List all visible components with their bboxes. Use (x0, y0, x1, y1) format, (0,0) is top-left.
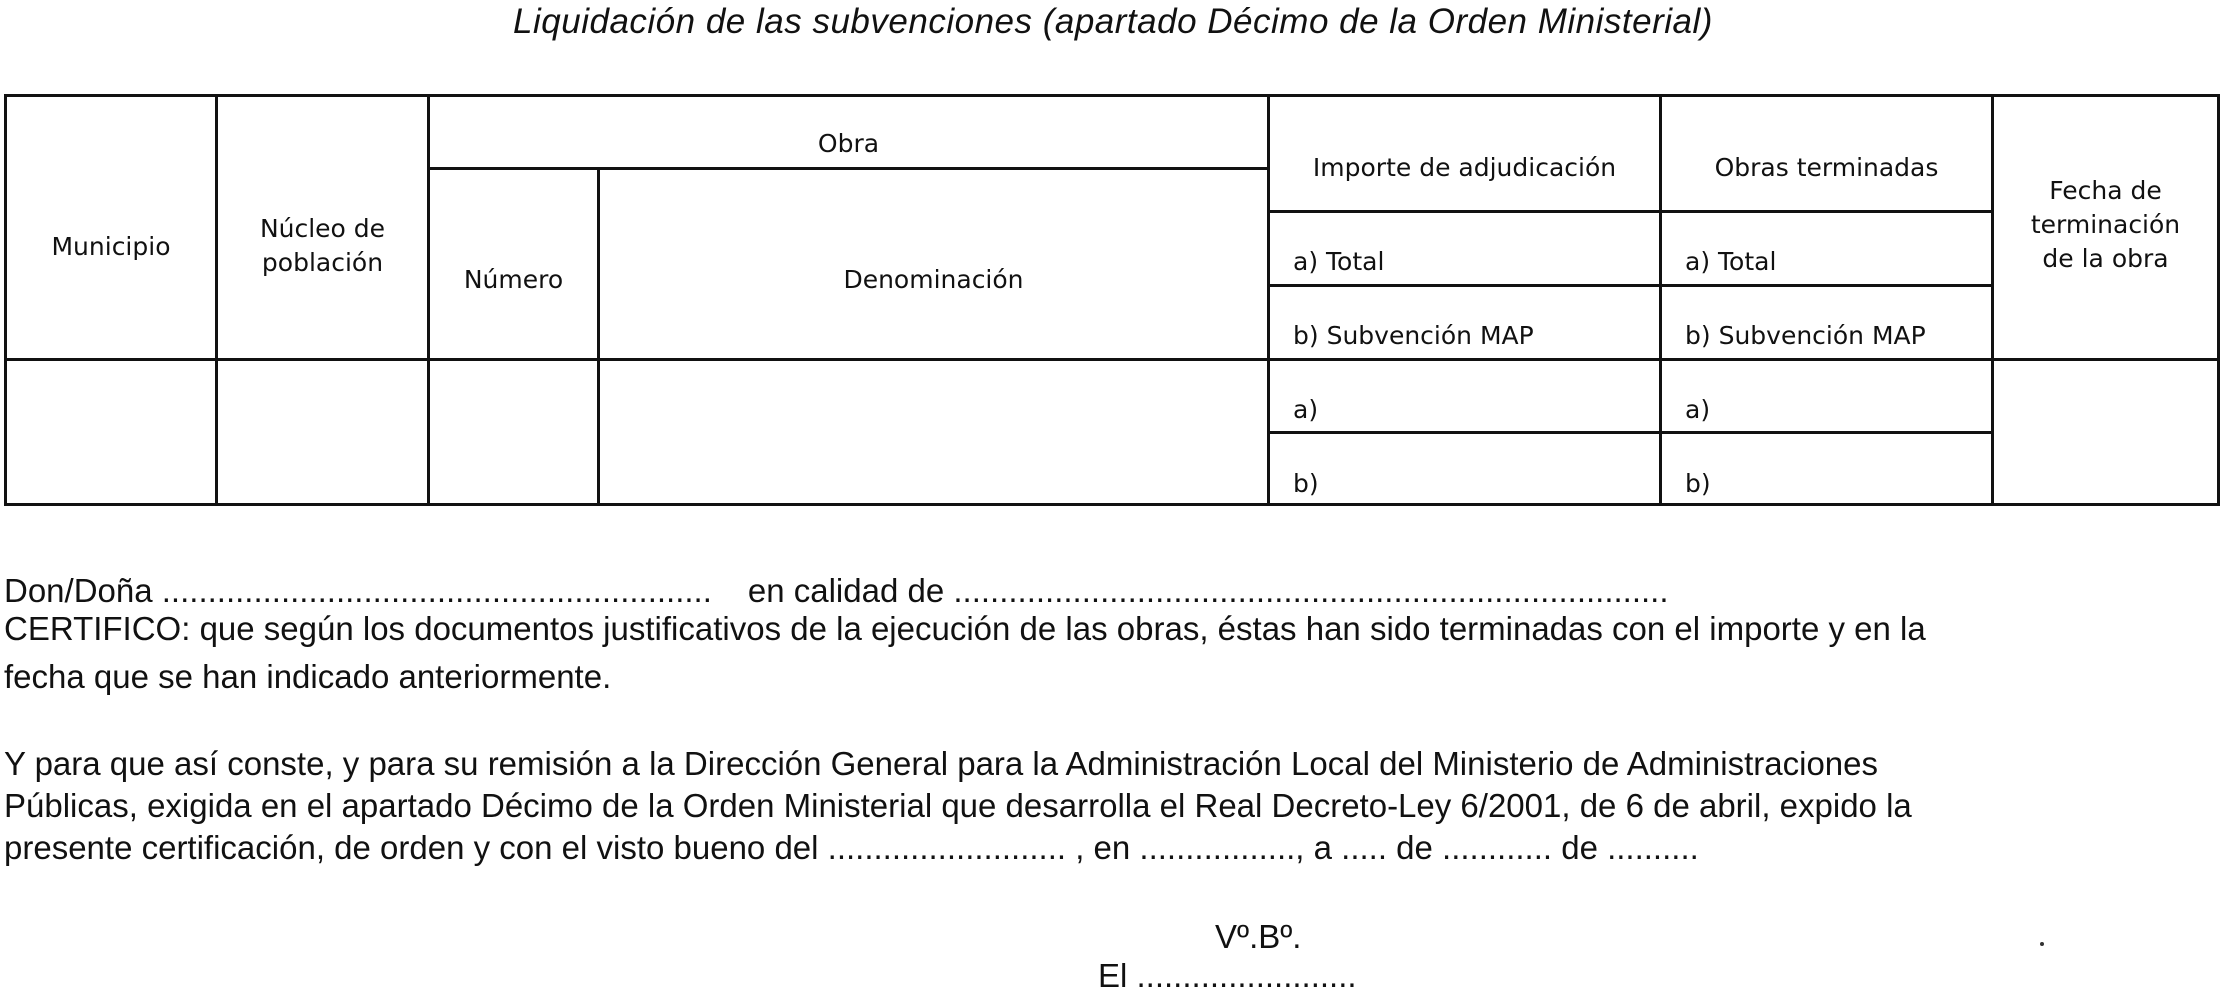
don-dona-field: Don/Doña ............................................................ (4, 572, 712, 609)
header-obras-subvencion: b) Subvención MAP (1685, 321, 1926, 350)
header-importe-total: a) Total (1293, 247, 1385, 276)
para-line-1: Y para que así conste, y para su remisión a la Dirección General para la Administración Local del Ministerio de Administraciones (4, 745, 1879, 782)
header-obra: Obra (817, 129, 880, 158)
stray-dot (2040, 942, 2044, 946)
row-ab-divider (1267, 431, 1994, 434)
header-importe: Importe de adjudicación (1312, 153, 1617, 182)
col-divider-3 (597, 169, 600, 503)
col-divider-1 (215, 97, 218, 503)
header-denominacion: Denominación (843, 265, 1024, 294)
para-line-3: presente certificación, de orden y con el visto bueno del .......................... , en ................., a ..... de ............ de .......... (4, 829, 1699, 866)
header-municipio: Municipio (51, 232, 171, 261)
row-obras-a: a) (1685, 395, 1711, 424)
certifico-line-1: CERTIFICO: que según los documentos justificativos de la ejecución de las obras, éstas han sido terminadas con el importe y en la (4, 610, 1926, 647)
para-line-2: Públicas, exigida en el apartado Décimo de la Orden Ministerial que desarrolla el Real Decreto-Ley 6/2001, de 6 de abril, expido la (4, 787, 1912, 824)
header-nucleo-line2: población (261, 248, 384, 277)
header-nucleo-line1: Núcleo de (259, 214, 386, 243)
header-fecha-line1: Fecha de (2049, 176, 2162, 205)
document-title: Liquidación de las subvenciones (apartado Décimo de la Orden Ministerial) (513, 2, 1713, 41)
obra-underline (427, 167, 1270, 170)
en-calidad-field: en calidad de .............................................................................. (747, 572, 1669, 609)
header-body-divider (7, 358, 2217, 361)
row-importe-b: b) (1293, 469, 1319, 498)
header-obras-terminadas: Obras terminadas (1714, 153, 1939, 182)
don-dona-line (4, 572, 2222, 610)
signature-el: El ........................ (1098, 957, 1357, 994)
header-obras-total: a) Total (1685, 247, 1777, 276)
row-obras-b: b) (1685, 469, 1711, 498)
header-fecha-line2: terminación (2030, 210, 2181, 239)
amount-subheader-divider (1267, 284, 1994, 287)
liquidation-table (4, 94, 2220, 506)
header-fecha-line3: de la obra (2042, 244, 2169, 273)
visto-bueno: Vº.Bº. (1215, 918, 1302, 955)
col-divider-6 (1991, 97, 1994, 503)
header-numero: Número (463, 265, 564, 294)
certifico-line-2: fecha que se han indicado anteriormente. (4, 658, 612, 695)
row-importe-a: a) (1293, 395, 1319, 424)
header-importe-subvencion: b) Subvención MAP (1293, 321, 1534, 350)
amount-header-divider (1267, 210, 1994, 213)
